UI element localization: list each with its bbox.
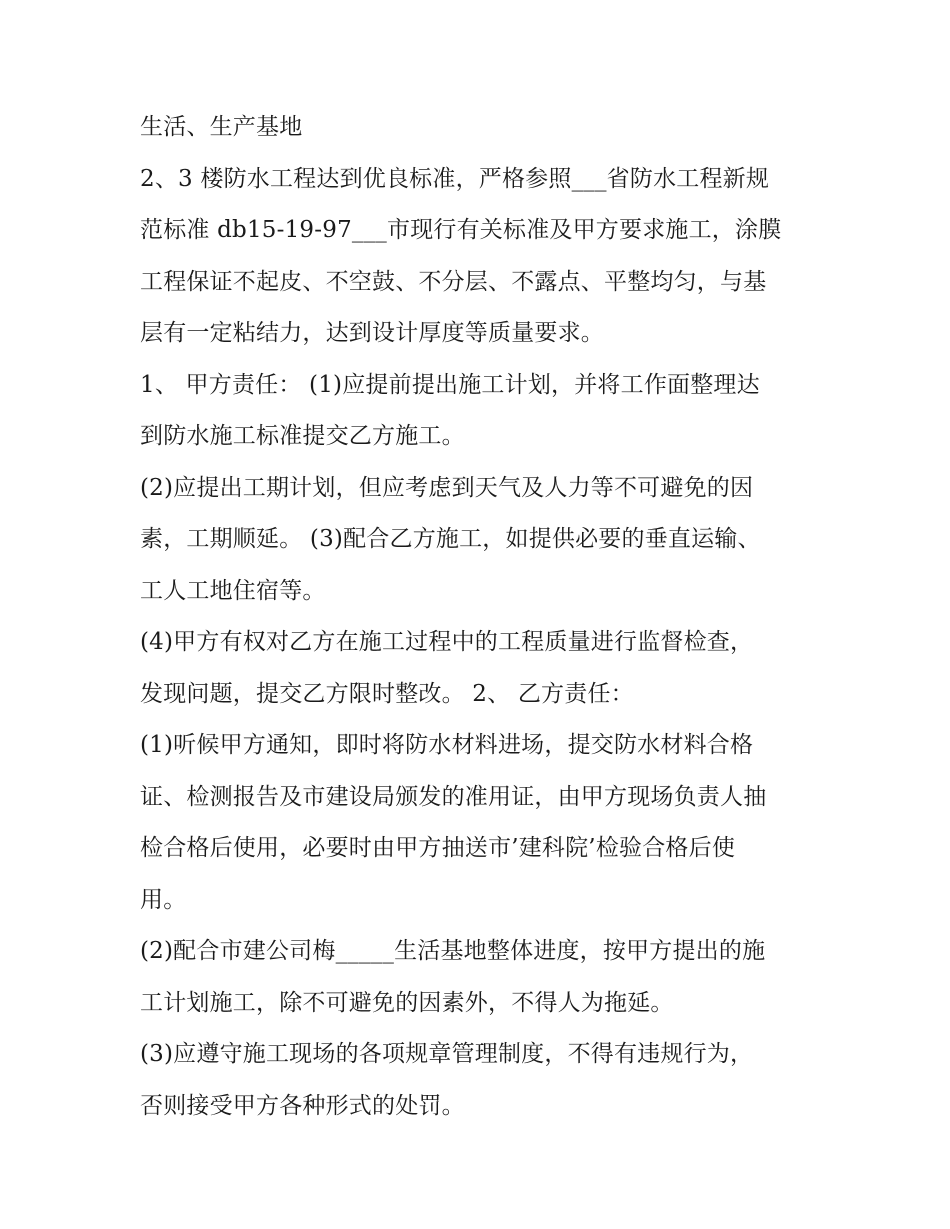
text-line: (1)听候甲方通知，即时将防水材料进场，提交防水材料合格	[140, 732, 754, 758]
text-line: (3)应遵守施工现场的各项规章管理制度，不得有违规行为，	[140, 1041, 754, 1067]
text-line: 素，工期顺延。 (3)配合乙方施工，如提供必要的垂直运输、	[140, 526, 761, 552]
text-line: (4)甲方有权对乙方在施工过程中的工程质量进行监督检查，	[140, 629, 754, 655]
text-line: (2)配合市建公司梅_____生活基地整体进度，按甲方提出的施	[140, 938, 766, 964]
text-line: 层有一定粘结力，达到设计厚度等质量要求。	[140, 320, 604, 346]
text-line: 工人工地住宿等。	[140, 577, 326, 604]
text-line: 否则接受甲方各种形式的处罚。	[140, 1092, 465, 1119]
text-line: 到防水施工标准提交乙方施工。	[140, 423, 465, 449]
text-line: 1、 甲方责任： (1)应提前提出施工计划，并将工作面整理达	[140, 371, 760, 398]
text-line: 工程保证不起皮、不空鼓、不分层、不露点、平整均匀，与基	[140, 268, 767, 295]
text-line: 检合格后使用，必要时由甲方抽送市’建科院’检验合格后使	[140, 835, 736, 861]
text-line: (2)应提出工期计划，但应考虑到天气及人力等不可避免的因	[140, 474, 754, 501]
text-line: 证、检测报告及市建设局颁发的准用证，由甲方现场负责人抽	[140, 783, 767, 810]
text-line: 2、3 楼防水工程达到优良标准，严格参照___省防水工程新规	[140, 165, 770, 192]
text-line: 工计划施工，除不可避免的因素外，不得人为拖延。	[140, 989, 674, 1016]
text-line: 用。	[140, 886, 187, 913]
text-line: 生活、生产基地	[140, 114, 303, 140]
text-line: 范标准 db15-19-97___市现行有关标准及甲方要求施工，涂膜	[140, 217, 782, 243]
document-body	[140, 102, 830, 1132]
text-line: 发现问题，提交乙方限时整改。 2、 乙方责任：	[140, 680, 634, 707]
